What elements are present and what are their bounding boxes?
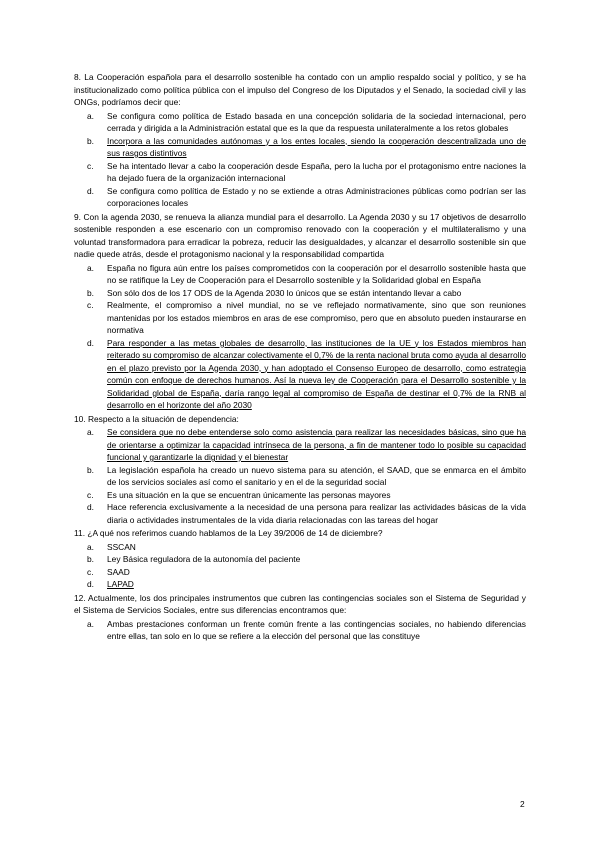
option-text-correct: LAPAD — [107, 579, 134, 589]
option-text: La legislación española ha creado un nuevo sistema para su atención, el SAAD, que se enmarca en el ámbito de los servicios sociales así como el sanitario y en el de la seguridad social — [107, 464, 526, 487]
option-item — [74, 566, 526, 579]
question-12-options — [74, 618, 526, 643]
option-letter: d. — [87, 502, 94, 512]
option-text: Ley Básica reguladora de la autonomía del paciente — [107, 554, 301, 564]
option-item — [74, 618, 526, 643]
document-body — [74, 71, 526, 644]
option-letter: b. — [87, 464, 94, 475]
option-item — [74, 135, 526, 160]
option-text: Son sólo dos de los 17 ODS de la Agenda 2030 lo únicos que se están intentando llevar a cabo — [107, 287, 462, 298]
option-item — [74, 489, 526, 502]
option-letter: c. — [87, 160, 94, 171]
option-item — [74, 501, 526, 526]
option-text: Hace referencia exclusivamente a la necesidad de una persona para realizar las actividades básicas de la vida diaria o actividades instrumentales de la vida diaria relacionadas con las tareas del hogar — [107, 502, 526, 525]
option-item — [74, 337, 526, 412]
option-item — [74, 541, 526, 554]
option-letter: b. — [87, 287, 94, 298]
option-item — [74, 299, 526, 337]
question-11: 11. ¿A qué nos referimos cuando hablamos de la Ley 39/2006 de 14 de diciembre? — [74, 528, 383, 538]
question-8: 8. La Cooperación española para el desarrollo sostenible ha contado con un amplio respaldo social y político, y se ha institucionalizado como política pública con el impulso del Congreso de los Diputados y el Senado, la sociedad civil y las ONGs, podríamos decir que: — [74, 72, 526, 107]
option-item — [74, 287, 526, 300]
option-letter: c. — [87, 300, 94, 310]
option-text: Se ha intentado llevar a cabo la cooperación desde España, pero la lucha por el protagonismo entre naciones la ha dejado fuera de la organización internacional — [107, 160, 526, 183]
option-item — [74, 262, 526, 287]
option-letter: b. — [87, 554, 94, 564]
option-letter: d. — [87, 579, 94, 589]
option-item — [74, 578, 526, 591]
option-item — [74, 553, 526, 566]
option-text: Ambas prestaciones conforman un frente común frente a las contingencias sociales, no habiendo diferencias entre ellas, tan solo en lo que se refiere a la elección del personal que las constituye — [107, 618, 526, 641]
option-letter: a. — [87, 262, 94, 273]
question-9-options — [74, 262, 526, 412]
option-text: Se configura como política de Estado y no se extiende a otras Administraciones públicas como podrían ser las corporaciones locales — [107, 185, 526, 208]
option-text-correct: Se considera que no debe entenderse solo como asistencia para realizar las necesidades básicas, sino que ha de orientarse a optimizar la capacidad intrínseca de la persona, a fin de mantener todo lo posible su capacidad funcional y garantizarle la dignidad y el bienestar — [107, 427, 526, 462]
option-item — [74, 160, 526, 185]
option-letter: b. — [87, 135, 94, 146]
option-text: Realmente, el compromiso a nivel mundial, no se ve reflejado normativamente, sino que son reuniones mantenidas por los estados miembros en aras de ese compromiso, pero que en absoluto pueden instaurarse en normativa — [107, 300, 526, 335]
question-11-options — [74, 541, 526, 591]
option-letter: a. — [87, 541, 94, 552]
option-letter: c. — [87, 489, 94, 500]
option-text: SSCAN — [107, 541, 136, 552]
option-text: España no figura aún entre los países comprometidos con la cooperación por el desarrollo sostenible hasta que no se ratifique la Ley de Cooperación para el Desarrollo sostenible y la Solidaridad global en España — [107, 262, 526, 285]
question-8-options — [74, 110, 526, 210]
option-text: SAAD — [107, 566, 130, 577]
option-letter: a. — [87, 110, 94, 121]
option-item — [74, 110, 526, 135]
option-text: Se configura como política de Estado basada en una concepción solidaria de la sociedad internacional, pero cerrada y dirigida a la Administración estatal que es la que da respuesta unilateralmente a los retos globales — [107, 110, 526, 133]
question-10: 10. Respecto a la situación de dependencia: — [74, 413, 239, 424]
page-number: 2 — [520, 799, 525, 809]
option-letter: a. — [87, 618, 94, 629]
option-letter: d. — [87, 337, 94, 348]
question-10-options — [74, 426, 526, 526]
option-text: Es una situación en la que se encuentran únicamente las personas mayores — [107, 489, 391, 500]
option-letter: c. — [87, 566, 94, 577]
option-item — [74, 185, 526, 210]
question-9: 9. Con la agenda 2030, se renueva la alianza mundial para el desarrollo. La Agenda 2030 y su 17 objetivos de desarrollo sostenible responden a ese escenario con un compromiso renovado con la cooperación y el multilateralismo y una voluntad transformadora para erradicar la pobreza, reducir las desigualdades, y alcanzar el desarrollo sostenible sin que nadie quede atrás, desde el protagonismo nacional y la responsabilidad compartida — [74, 211, 526, 259]
question-12: 12. Actualmente, los dos principales instrumentos que cubren las contingencias sociales son el Sistema de Seguridad y el Sistema de Servicios Sociales, entre sus diferencias encontramos que: — [74, 592, 526, 615]
option-text-correct: Incorpora a las comunidades autónomas y a los entes locales, siendo la cooperación descentralizada uno de sus rasgos distintivos — [107, 135, 526, 158]
option-text-correct: Para responder a las metas globales de desarrollo, las instituciones de la UE y los Estados miembros han reiterado su compromiso de alcanzar colectivamente el 0,7% de la renta nacional bruta como ayuda al desarrollo en el plazo previsto por la Agenda 2030, y han adoptado el Consenso Europeo de desarrollo, como estrategia común con enfoque de derechos humanos. Así la nueva ley de Cooperación para el Desarrollo sostenible y la Solidaridad global de España, daría rango legal al compromiso de España de destinar el 0,7% de la RNB al desarrollo en el horizonte del año 2030 — [107, 337, 526, 410]
option-item — [74, 464, 526, 489]
option-item — [74, 426, 526, 464]
option-letter: d. — [87, 185, 94, 196]
option-letter: a. — [87, 427, 94, 437]
